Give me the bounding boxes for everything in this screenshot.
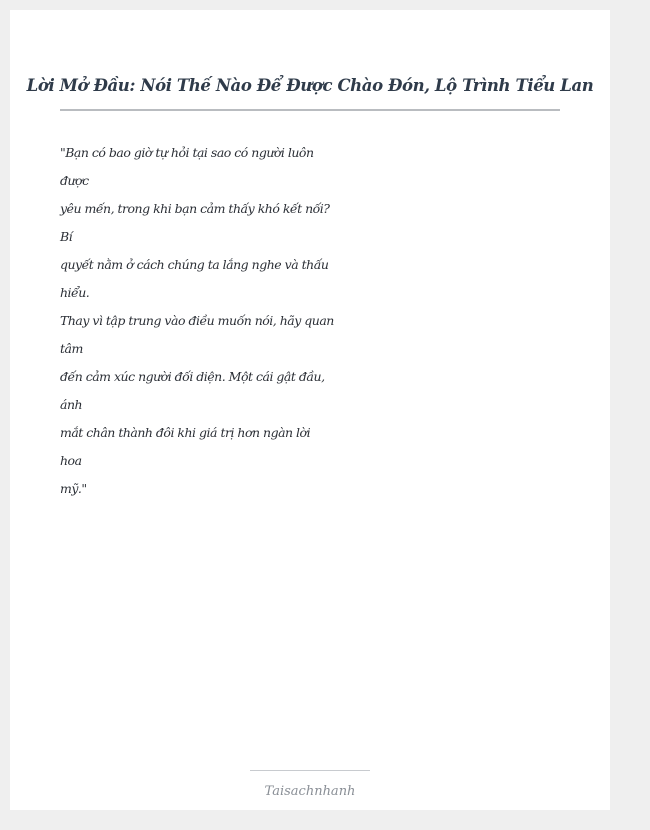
quote-line: hiểu. xyxy=(60,285,90,300)
quote-line: ánh xyxy=(60,397,83,412)
quote-line: đến cảm xúc người đối diện. Một cái gật đầu, xyxy=(60,369,325,384)
footer-source: Taisachnhanh xyxy=(264,784,356,799)
quote-line: mắt chân thành đôi khi giá trị hơn ngàn lời xyxy=(60,425,311,440)
quote-block xyxy=(60,142,360,506)
title-divider xyxy=(60,109,560,111)
quote-line: quyết nằm ở cách chúng ta lắng nghe và thấu xyxy=(60,257,329,272)
quote-line: được xyxy=(60,173,89,188)
quote-line: hoa xyxy=(60,453,82,468)
page-title: Lời Mở Đầu: Nói Thế Nào Để Được Chào Đón, Lộ Trình Tiểu Lan xyxy=(26,76,594,95)
quote-line: tâm xyxy=(60,341,83,356)
quote-line: Bí xyxy=(60,229,73,244)
quote-line: yêu mến, trong khi bạn cảm thấy khó kết nối? xyxy=(60,201,330,216)
document-page xyxy=(10,10,610,810)
quote-line: mỹ." xyxy=(60,481,87,496)
footer-divider xyxy=(250,770,370,771)
quote-line: "Bạn có bao giờ tự hỏi tại sao có người luôn xyxy=(60,145,314,160)
quote-line: Thay vì tập trung vào điều muốn nói, hãy quan xyxy=(60,313,334,328)
